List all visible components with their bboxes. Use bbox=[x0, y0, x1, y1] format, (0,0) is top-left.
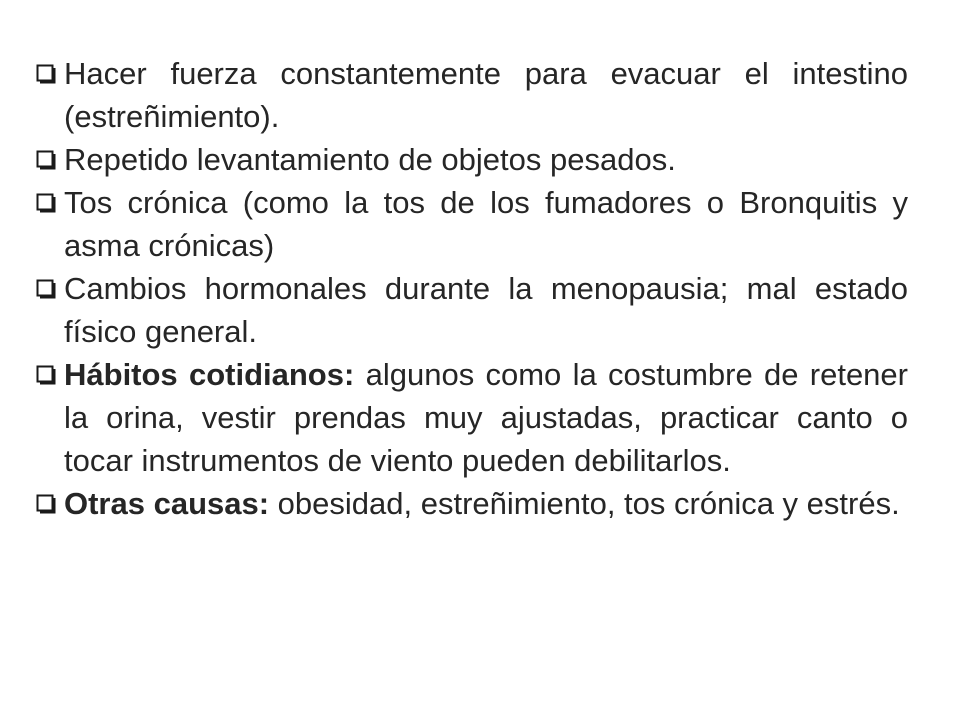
bullet-text: algunos como la costumbre de retener la orina, vestir prendas muy ajustadas, practicar canto o tocar instrumentos de viento pueden debilitarlos. bbox=[64, 357, 908, 478]
bullet-text: Tos crónica (como la tos de los fumadores o Bronquitis y asma crónicas) bbox=[64, 185, 908, 263]
square-bullet-icon bbox=[36, 494, 56, 514]
bullet-text: Cambios hormonales durante la menopausia; mal estado físico general. bbox=[64, 271, 908, 349]
bullet-item-daily-habits bbox=[36, 353, 908, 482]
bullet-item-other-causes bbox=[36, 482, 908, 525]
square-bullet-icon bbox=[36, 279, 56, 299]
bullet-list bbox=[36, 52, 908, 525]
bullet-text: Repetido levantamiento de objetos pesados. bbox=[64, 142, 676, 177]
bullet-item-chronic-cough bbox=[36, 181, 908, 267]
bullet-lead: Hábitos cotidianos: bbox=[64, 357, 355, 392]
bullet-text: obesidad, estreñimiento, tos crónica y estrés. bbox=[269, 486, 900, 521]
square-bullet-icon bbox=[36, 365, 56, 385]
bullet-text: Hacer fuerza constantemente para evacuar el intestino (estreñimiento). bbox=[64, 56, 908, 134]
square-bullet-icon bbox=[36, 150, 56, 170]
bullet-item-lifting bbox=[36, 138, 908, 181]
bullet-lead: Otras causas: bbox=[64, 486, 270, 521]
bullet-item-straining bbox=[36, 52, 908, 138]
square-bullet-icon bbox=[36, 64, 56, 84]
square-bullet-icon bbox=[36, 193, 56, 213]
bullet-item-hormonal-changes bbox=[36, 267, 908, 353]
